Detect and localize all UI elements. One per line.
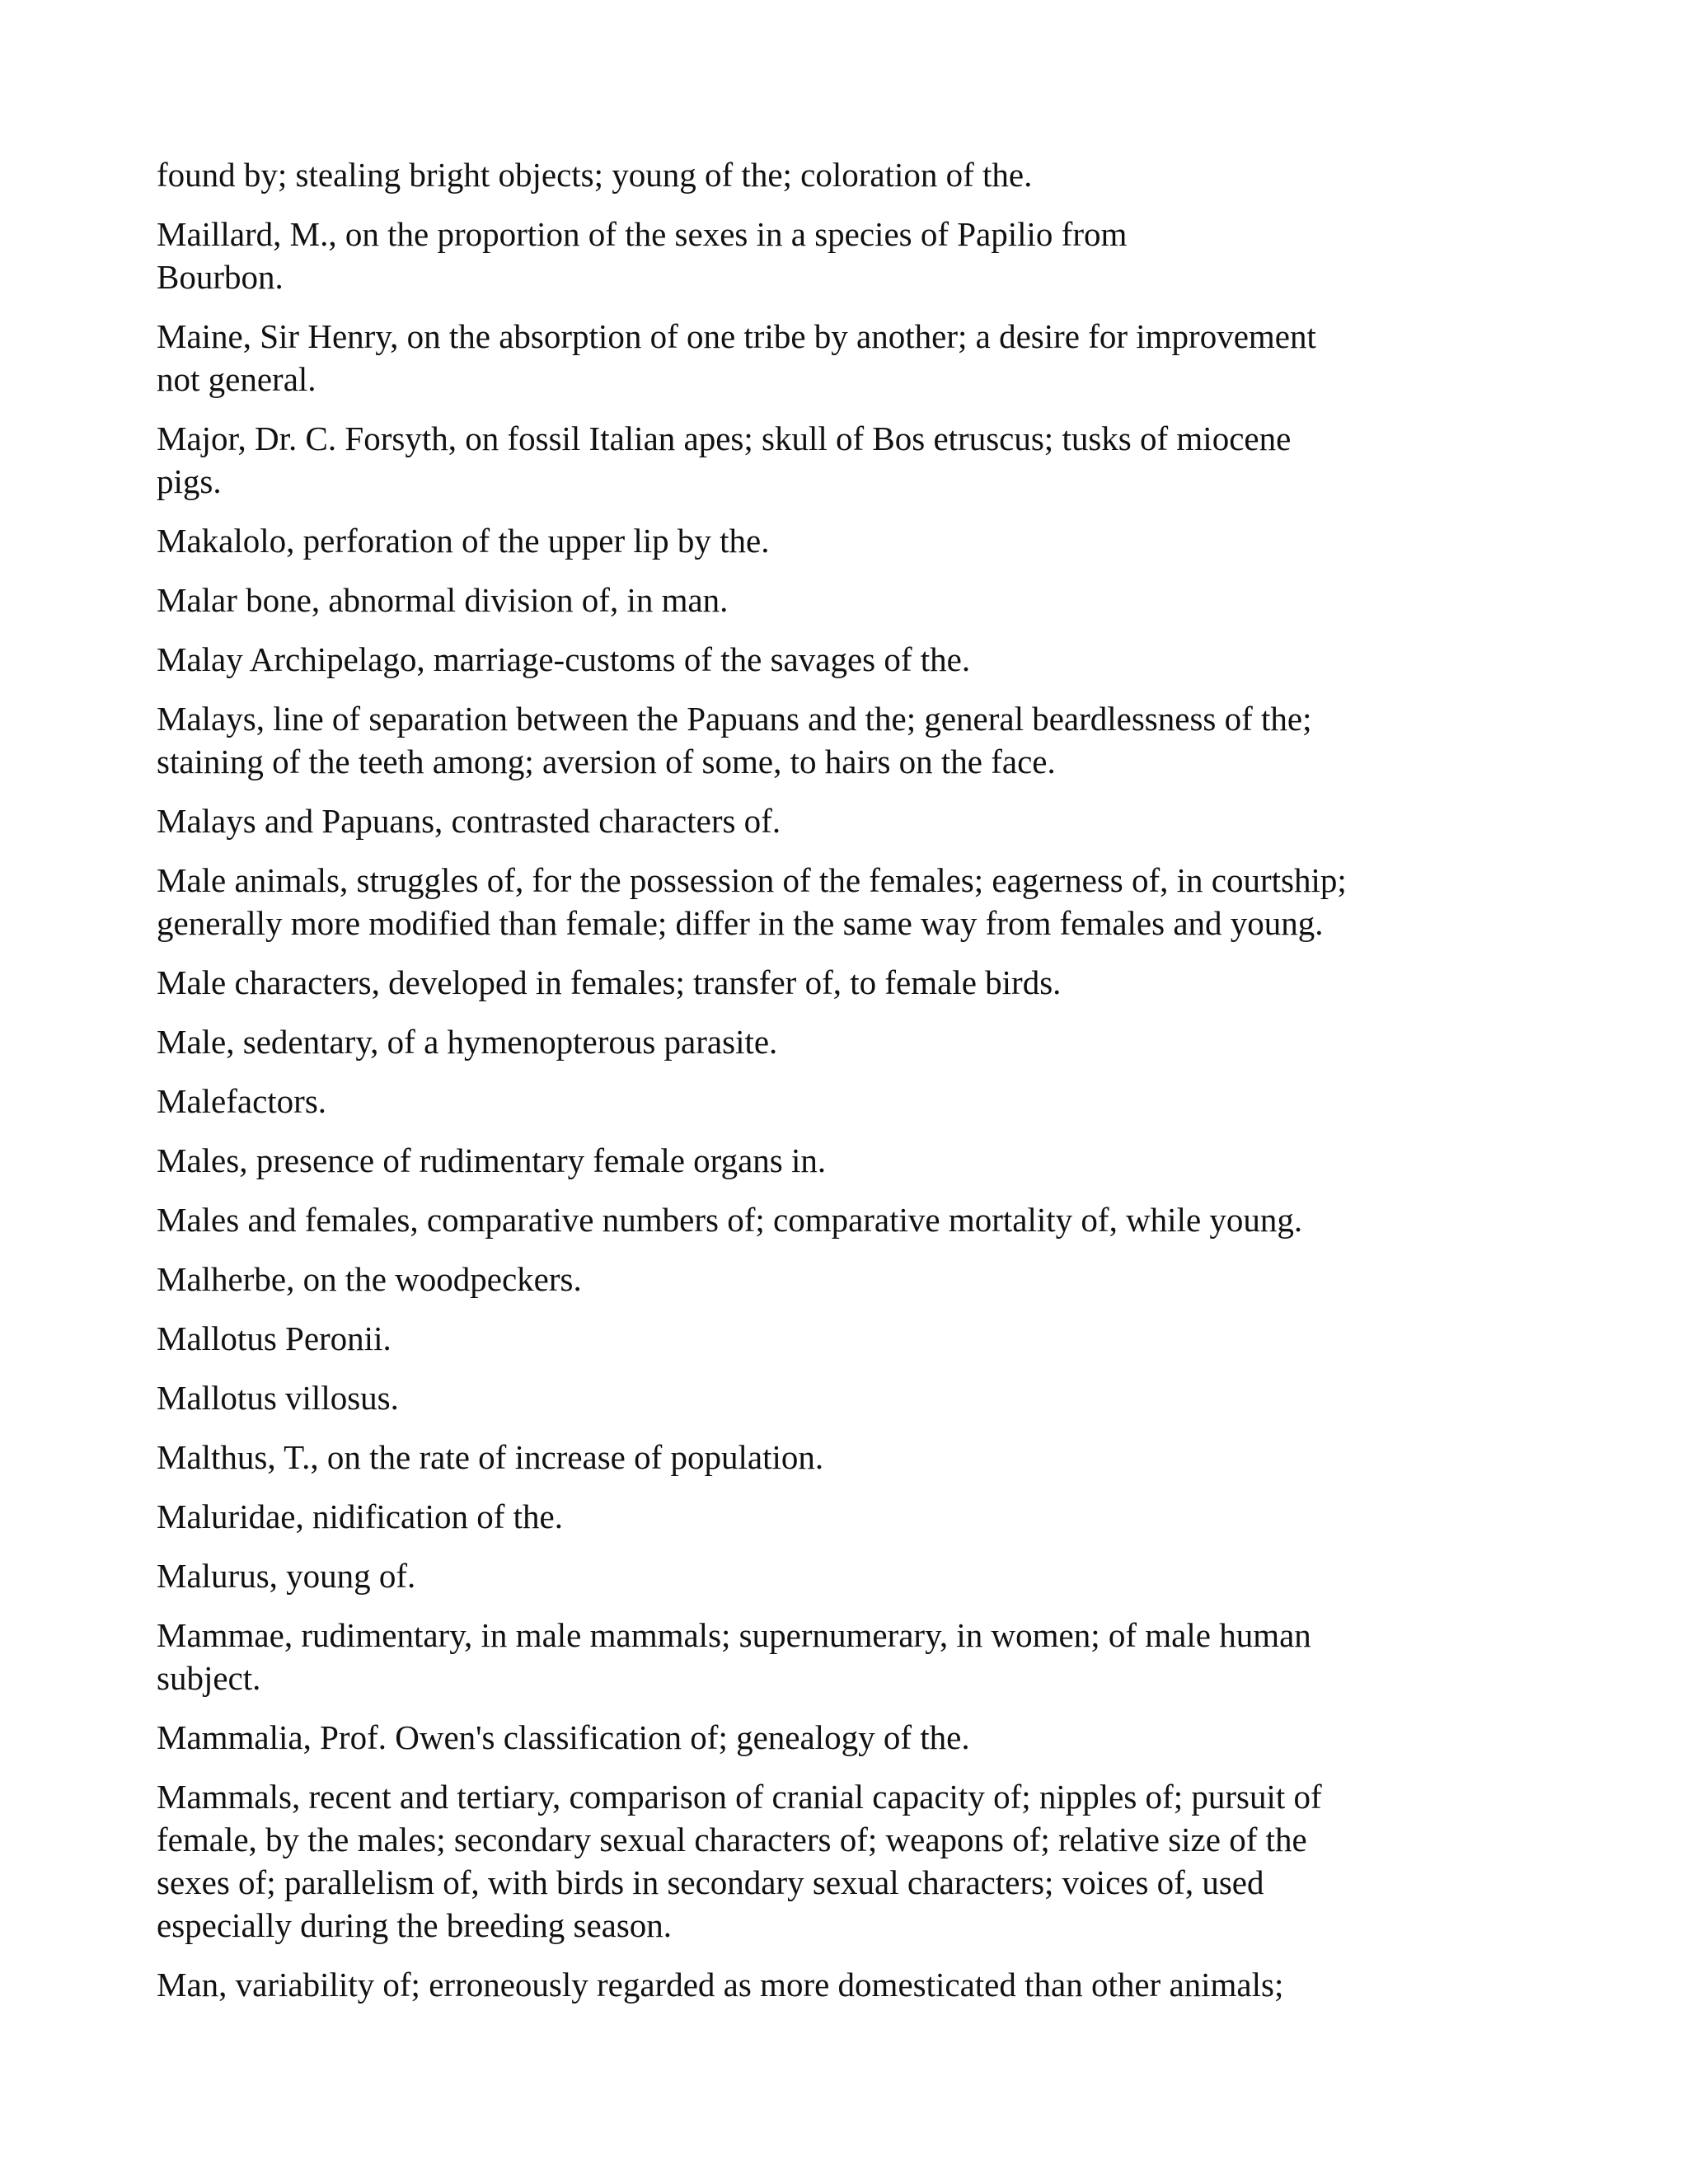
- index-entry: Malherbe, on the woodpeckers.: [157, 1260, 582, 1298]
- index-entry: Maluridae, nidification of the.: [157, 1497, 563, 1535]
- index-entry: Mammae, rudimentary, in male mammals; supernumerary, in women; of male human subject.: [157, 1616, 1311, 1697]
- index-page: [157, 153, 1541, 2022]
- index-entry: Makalolo, perforation of the upper lip by the.: [157, 522, 770, 560]
- index-entry: Malay Archipelago, marriage-customs of the savages of the.: [157, 640, 971, 678]
- index-entry: Male characters, developed in females; transfer of, to female birds.: [157, 963, 1062, 1001]
- index-entry: Major, Dr. C. Forsyth, on fossil Italian apes; skull of Bos etruscus; tusks of miocene pigs.: [157, 419, 1292, 500]
- index-entry: Maillard, M., on the proportion of the sexes in a species of Papilio from Bourbon.: [157, 215, 1128, 296]
- index-entry: Malurus, young of.: [157, 1557, 416, 1595]
- index-entry: Mammals, recent and tertiary, comparison of cranial capacity of; nipples of; pursuit of female, by the males; secondary sexual characters of; weapons of; relative size of the sexes of; parallelism of, with birds in secondary sexual characters; voices of, used especially during the breeding season.: [157, 1778, 1322, 1944]
- index-entry: Man, variability of; erroneously regarded as more domesticated than other animals;: [157, 1966, 1284, 2004]
- index-entry: Malefactors.: [157, 1082, 327, 1120]
- index-entry: found by; stealing bright objects; young of the; coloration of the.: [157, 156, 1033, 194]
- index-entry: Males, presence of rudimentary female organs in.: [157, 1141, 827, 1179]
- index-entry: Malays and Papuans, contrasted characters of.: [157, 802, 781, 840]
- index-entry: Malays, line of separation between the Papuans and the; general beardlessness of the; staining of the teeth among; aversion of some, to hairs on the face.: [157, 700, 1312, 780]
- index-entry: Mallotus villosus.: [157, 1379, 399, 1417]
- index-entry: Male, sedentary, of a hymenopterous parasite.: [157, 1023, 778, 1061]
- index-entry: Males and females, comparative numbers of; comparative mortality of, while young.: [157, 1201, 1303, 1239]
- index-entry: Malar bone, abnormal division of, in man.: [157, 581, 729, 619]
- index-entry: Mallotus Peronii.: [157, 1319, 392, 1357]
- index-entry: Mammalia, Prof. Owen's classification of; genealogy of the.: [157, 1718, 970, 1756]
- index-entry: Malthus, T., on the rate of increase of population.: [157, 1438, 824, 1476]
- index-entry: Maine, Sir Henry, on the absorption of one tribe by another; a desire for improvement not general.: [157, 317, 1316, 398]
- index-entry: Male animals, struggles of, for the possession of the females; eagerness of, in courtship; generally more modified than female; differ in the same way from females and young.: [157, 861, 1347, 942]
